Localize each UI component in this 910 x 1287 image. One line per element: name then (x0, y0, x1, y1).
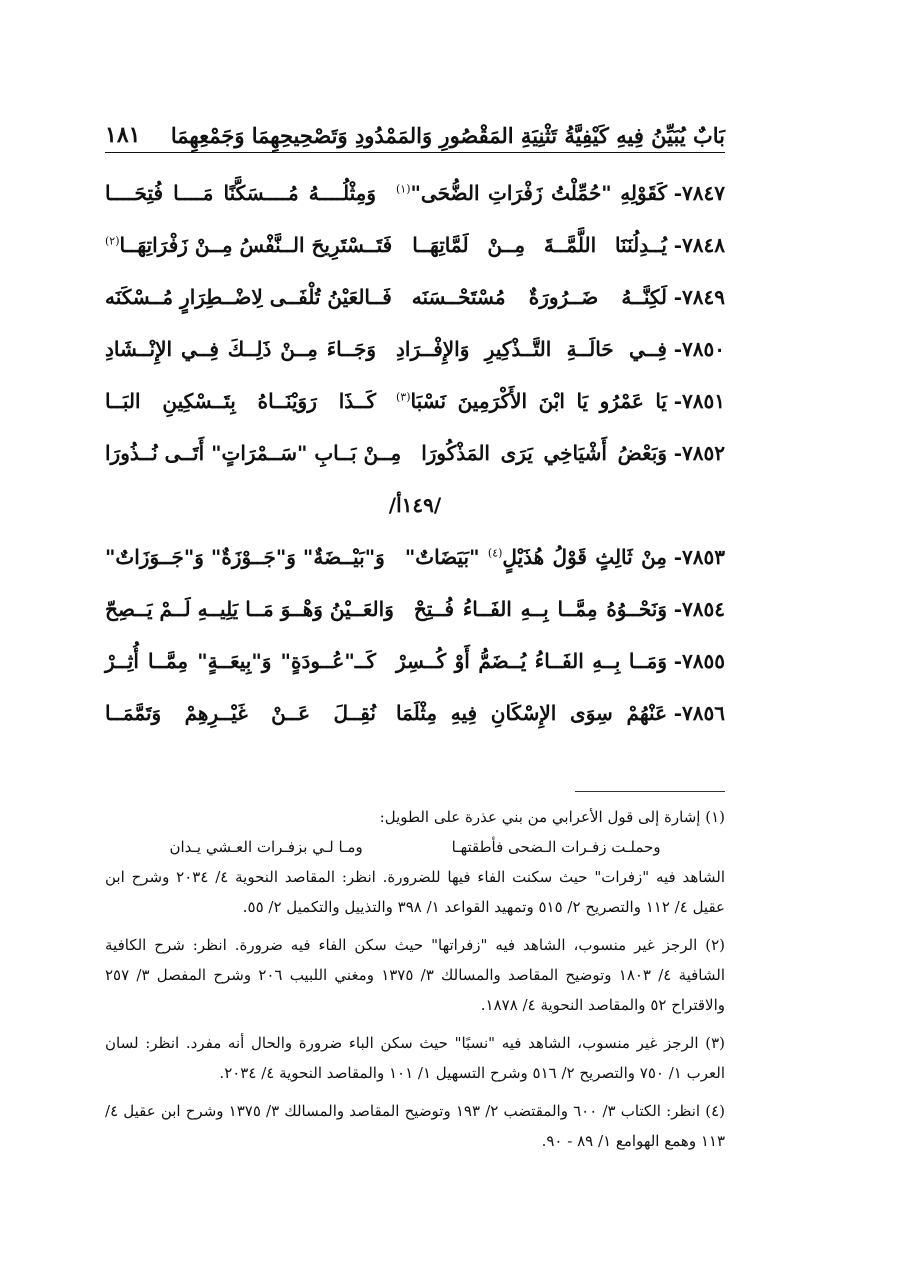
footnote-text: (٣) الرجز غير منسوب، الشاهد فيه "نسبًا" حيث سكن الباء ضرورة والحال أنه مفرد. انظر: لسان العرب ١/ ٧٥٠ والتصريح ٢/ ٥١٦ وشرح التسهيل ١/ ١٠١ والمقاصد النحوية ٤/ ٢٠٣٤. (105, 1034, 725, 1082)
verse-first-hemistich: كَقَوْلِهِ "حُمِّلْتُ زَفْرَاتِ الضُّحَى"$^{(١)}$ (396, 181, 667, 205)
footnote-poem (105, 832, 725, 862)
page-number: ١٨١ (105, 122, 141, 148)
verse-number: ٧٨٥٢- (673, 441, 725, 465)
verse-second-hemistich: كَــذَا رَوَيْنَــاهُ بِتَــسْكِينِ البَــا (105, 389, 376, 413)
verse-number: ٧٨٤٧- (673, 181, 725, 205)
verse-line (105, 635, 725, 687)
verse-line (105, 167, 725, 219)
verse-number: ٧٨٥٣- (673, 545, 725, 569)
footnote-text: (٢) الرجز غير منسوب، الشاهد فيه "زفراتها" حيث سكن الفاء فيه ضرورة. انظر: شرح الكافية الشافية ٤/ ١٨٠٣ وتوضيح المقاصد والمسالك ٣/ ١٣٧٥ ومغني اللبيب ٢٠٦ وشرح المفصل ٣/ ٢٥٧ والاقتراح ٥٢ والمقاصد النحوية ٤/ ١٨٧٨. (105, 936, 725, 1014)
verse-line (105, 687, 725, 739)
footnote-ref[interactable]: (٣) (396, 390, 411, 404)
verse-first-hemistich: مِنْ ثَالِثٍ قَوْلُ هُذَيْلٍ$^{(٤)}$ "بَيَضَاتٌ" (404, 545, 668, 569)
verse-number: ٧٨٥٤- (673, 597, 725, 621)
verse-line (105, 375, 725, 427)
verse-second-hemistich: فَــالعَيْنُ تُلْفَــى لِاضْــطِرَارٍ مُــسْكَنَه (105, 285, 392, 309)
footnote-3 (105, 1028, 725, 1088)
footnote-ref[interactable]: (٢) (105, 234, 120, 248)
verse-second-hemistich: وَ"بَيْــضَةٌ" وَ"جَــوْزَةٌ" وَ"جَــوَزَاتٌ" (105, 545, 385, 569)
footnote-4 (105, 1096, 725, 1156)
verse-line (105, 427, 725, 479)
verse-number: ٧٨٥٠- (673, 337, 725, 361)
footnote-text: (١) إشارة إلى قول الأعرابي من بني عذرة على الطويل: (379, 808, 725, 826)
verse-line (105, 531, 725, 583)
footnote-1 (105, 802, 725, 922)
footnote-2 (105, 930, 725, 1020)
verse-first-hemistich: فِــي حَالَــةِ التَّــذْكِيرِ وَالإِفْــرَادِ (396, 337, 667, 361)
verse-second-hemistich: نُقِــلَ عَــنْ غَيْــرِهِمْ وَتَمَّمَــا (105, 701, 376, 725)
verse-first-hemistich: وَبَعْضُ أَشْيَاخِي يَرَى المَذْكُورَا (421, 441, 667, 465)
verse-first-hemistich: يُــدِلُنَنَا اللَّمَّــةَ مِــنْ لَمَّاتِهَــا (412, 233, 667, 257)
verse-second-hemistich: وَمِثْلُــــهُ مُــــسَكَّنًا مَــــا فُتِحَــــا (105, 181, 376, 205)
footnotes (105, 802, 725, 1156)
verse-first-hemistich: وَمَــا بِــهِ الفَــاءُ يُــضَمُّ أَوْ كُــسِرْ (396, 649, 667, 673)
poem-hemistich: وحملـت زفـرات الـضحى فأطقتهـا (451, 838, 661, 856)
verse-line (105, 323, 725, 375)
verses-block-b (105, 531, 725, 739)
footnote-text: الشاهد فيه "زفرات" حيث سكنت الفاء فيها للضرورة. انظر: المقاصد النحوية ٤/ ٢٠٣٤ وشرح ابن عقيل ٤/ ١١٢ والتصريح ٢/ ٥١٥ وتمهيد القواعد ١/ ٣٩٨ والتذييل والتكميل ٢/ ٥٥. (105, 868, 725, 916)
verses-block-a (105, 167, 725, 479)
book-page (105, 110, 725, 1164)
footnote-ref[interactable]: (١) (396, 182, 411, 196)
verse-number: ٧٨٤٩- (673, 285, 725, 309)
poem-hemistich: ومـا لـي بزفـرات العـشي يـدان (169, 838, 363, 856)
verse-number: ٧٨٥٦- (673, 701, 725, 725)
page-header (105, 110, 725, 153)
chapter-title: بَابٌ يُبَيِّنُ فِيهِ كَيْفِيَّةُ تَثْنِيَةِ المَقْصُورِ وَالمَمْدُودِ وَتَصْحِيحِهِمَا وَجَمْعِهِمَا (170, 123, 725, 148)
folio-marker: /١٤٩أ/ (388, 493, 442, 517)
verse-second-hemistich: وَجَــاءَ مِــنْ ذَلِــكَ فِــي الإِنْــشَادِ (105, 337, 376, 361)
footnote-text: (٤) انظر: الكتاب ٣/ ٦٠٠ والمقتضب ٢/ ١٩٣ وتوضيح المقاصد والمسالك ٣/ ١٣٧٥ وشرح ابن عقيل ٤/ ١١٣ وهمع الهوامع ١/ ٨٩ - ٩٠. (105, 1102, 725, 1150)
verse-first-hemistich: لَكِنَّــهُ ضَــرُورَةٌ مُسْتَحْــسَنَه (411, 285, 667, 309)
verse-number: ٧٨٤٨- (673, 233, 725, 257)
footnote-ref[interactable]: (٤) (487, 546, 503, 560)
verse-second-hemistich: وَالعَــيْنُ وَهْــوَ مَــا يَلِيــهِ لَــمْ يَــصِحّ (105, 597, 394, 621)
verse-number: ٧٨٥٥- (673, 649, 725, 673)
verse-second-hemistich: فَتَــسْتَرِيحَ الــنَّفْسُ مِــنْ زَفْرَاتِهَــا$^{(٢)}$ (105, 233, 393, 257)
verse-first-hemistich: يَا عَمْرُو يَا ابْنَ الأَكْرَمِينَ نَسْبَا$^{(٣)}$ (396, 389, 667, 413)
footnote-separator (575, 791, 725, 792)
verse-line (105, 271, 725, 323)
verse-line (105, 583, 725, 635)
verse-line (105, 219, 725, 271)
verse-first-hemistich: وَنَحْــوُهُ مِمَّــا بِــهِ الفَــاءُ فُــتِحْ (413, 597, 667, 621)
verse-second-hemistich: كَــ"عُــودَةٍ" وَ"بِيعَــةٍ" مِمَّــا أُثِــرْ (105, 649, 376, 673)
verse-number: ٧٨٥١- (673, 389, 725, 413)
verse-second-hemistich: مِــنْ بَــابِ "سَــمْرَاتٍ" أَتَــى نُــذُورَا (105, 441, 402, 465)
verse-first-hemistich: عَنْهُمْ سِوَى الإِسْكَانِ فِيهِ مِثْلَمَا (396, 701, 667, 725)
